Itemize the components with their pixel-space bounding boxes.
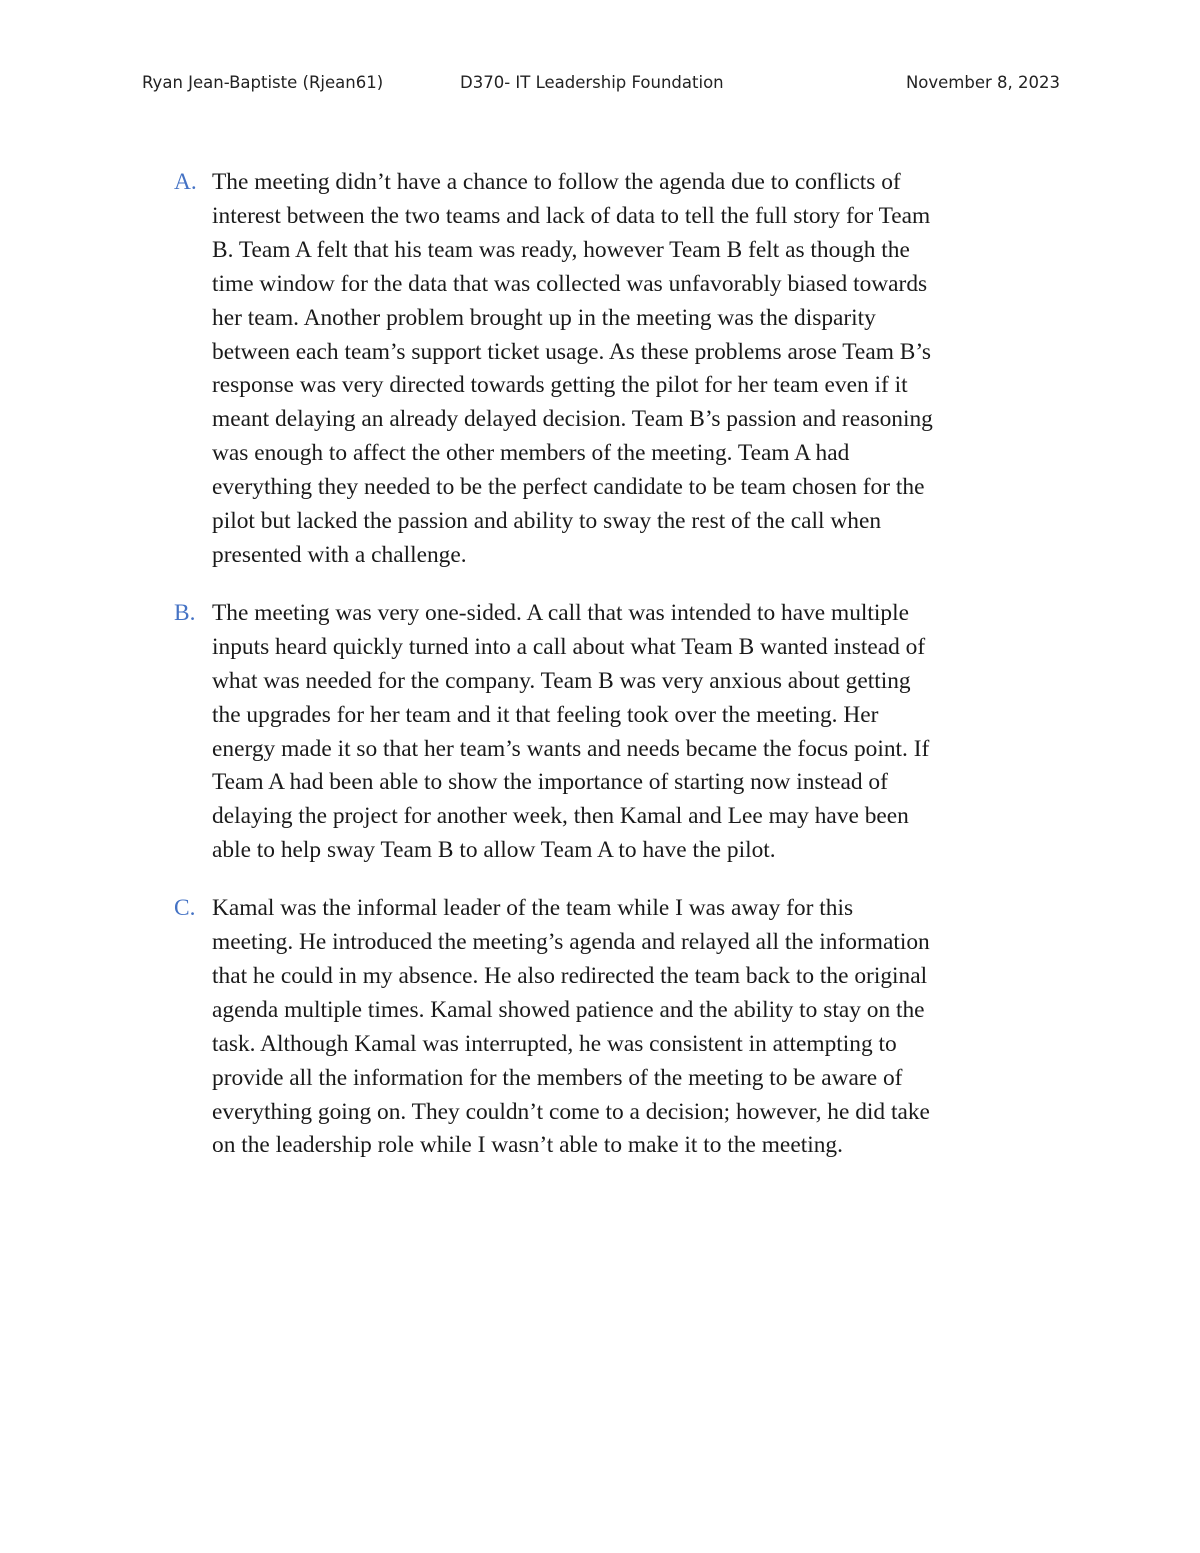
text-line: delaying the project for another week, then Kamal and Lee may have been <box>212 803 909 830</box>
text-line: task. Although Kamal was interrupted, he was consistent in attempting to <box>212 1030 897 1057</box>
text-line: meant delaying an already delayed decision. Team B’s passion and reasoning <box>212 406 933 433</box>
text-line: everything they needed to be the perfect candidate to be team chosen for the <box>212 474 925 501</box>
text-line: inputs heard quickly turned into a call about what Team B wanted instead of <box>212 633 926 660</box>
text-line: The meeting didn’t have a chance to follow the agenda due to conflicts of <box>212 169 901 195</box>
text-line: agenda multiple times. Kamal showed patience and the ability to stay on the <box>212 996 925 1023</box>
text-line: Team A had been able to show the importance of starting now instead of <box>212 769 888 796</box>
text-line: was enough to affect the other members of the meeting. Team A had <box>212 440 850 467</box>
text-line: her team. Another problem brought up in the meeting was the disparity <box>212 304 876 331</box>
text-line: B. Team A felt that his team was ready, however Team B felt as though the <box>212 236 910 263</box>
answer-text <box>212 597 1064 868</box>
page-header <box>142 73 1060 99</box>
text-line: that he could in my absence. He also redirected the team back to the original <box>212 962 928 989</box>
text-line: between each team’s support ticket usage. As these problems arose Team B’s <box>212 338 931 365</box>
answer-a <box>174 166 1064 573</box>
text-line: everything going on. They couldn’t come to a decision; however, he did take <box>212 1098 930 1125</box>
text-line: Kamal was the informal leader of the team while I was away for this <box>212 895 854 922</box>
text-line: interest between the two teams and lack of data to tell the full story for Team <box>212 202 931 229</box>
text-line: provide all the information for the members of the meeting to be aware of <box>212 1064 903 1091</box>
text-line: presented with a challenge. <box>212 541 467 568</box>
text-line: The meeting was very one-sided. A call that was intended to have multiple <box>212 599 909 626</box>
text-line: meeting. He introduced the meeting’s agenda and relayed all the information <box>212 929 930 956</box>
text-line: pilot but lacked the passion and ability to sway the rest of the call when <box>212 508 882 535</box>
text-line: able to help sway Team B to allow Team A to have the pilot. <box>212 837 776 864</box>
text-line: time window for the data that was collected was unfavorably biased towards <box>212 270 928 297</box>
answer-marker: A. <box>174 169 197 195</box>
answer-marker: C. <box>174 895 196 922</box>
answer-text <box>212 892 1064 1163</box>
text-line: response was very directed towards getting the pilot for her team even if it <box>212 372 908 399</box>
answer-b <box>174 597 1064 868</box>
text-line: energy made it so that her team’s wants and needs became the focus point. If <box>212 735 930 762</box>
text-line: the upgrades for her team and it that feeling took over the meeting. Her <box>212 701 879 728</box>
text-line: on the leadership role while I wasn’t able to make it to the meeting. <box>212 1132 843 1159</box>
header-author: Ryan Jean-Baptiste (Rjean61) <box>142 73 384 92</box>
text-line: what was needed for the company. Team B was very anxious about getting <box>212 667 911 694</box>
answer-list <box>174 166 1064 1187</box>
answer-marker: B. <box>174 599 196 626</box>
header-course: D370- IT Leadership Foundation <box>460 73 724 92</box>
header-date: November 8, 2023 <box>905 73 1060 92</box>
answer-c <box>174 892 1064 1163</box>
answer-text <box>212 166 1064 573</box>
